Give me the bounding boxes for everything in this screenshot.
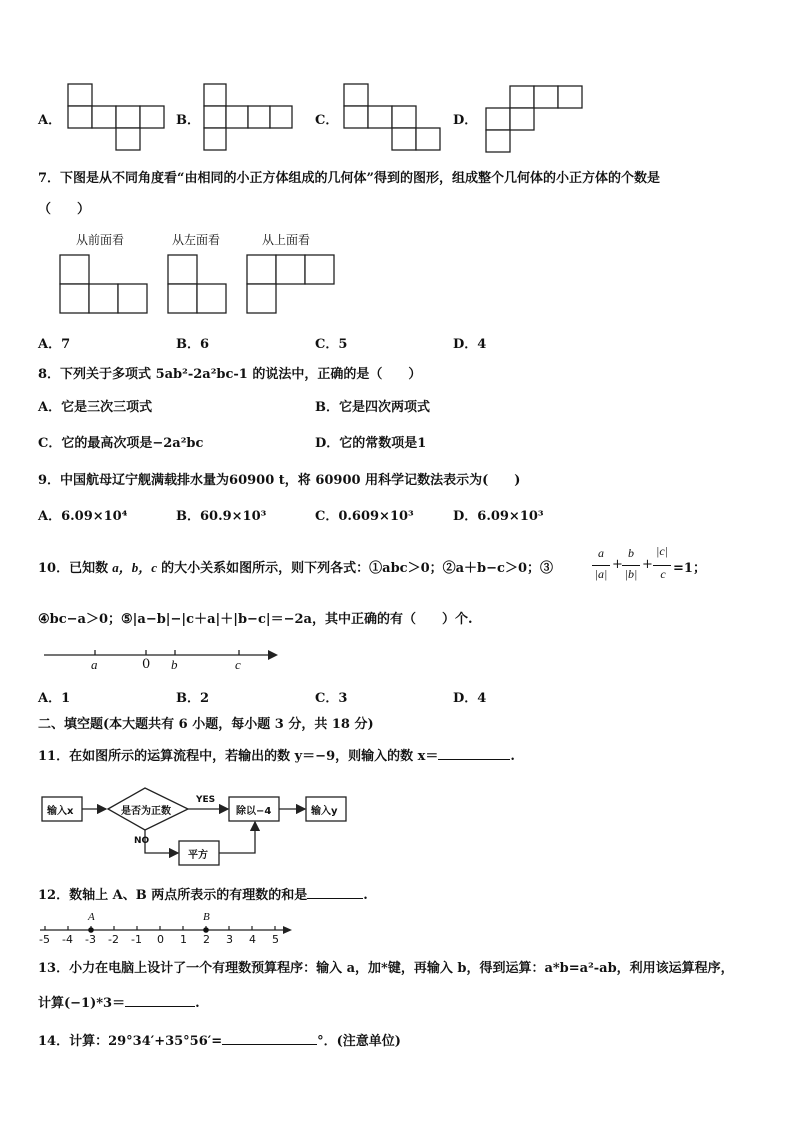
q14-stem-text: 14．计算：29°34′+35°56′=	[38, 1034, 223, 1049]
q10-axis-label-b: b	[171, 657, 178, 672]
q7-option-b: B．6	[176, 337, 210, 352]
q12-stem-text: 12．数轴上 A、B 两点所表示的有理数的和是	[38, 888, 308, 903]
q14-stem	[38, 1030, 401, 1049]
q10-frac-a-den: |a|	[594, 567, 608, 581]
q9-option-a: A．6.09×10⁴	[38, 509, 128, 524]
q11-stem	[38, 745, 515, 764]
q12-tick-label: -5	[39, 933, 50, 946]
q14-answer-blank[interactable]	[222, 1032, 317, 1045]
q13-line2-end: .	[195, 996, 200, 1011]
q10-axis-label-c: c	[235, 657, 241, 672]
q12-tick-label: 3	[226, 933, 233, 946]
q7-view-top-label: 从上面看	[262, 233, 311, 247]
q10-frac-b-bar	[622, 565, 640, 566]
q10-plus-1: +	[612, 557, 623, 572]
q10-eq1: =1；	[673, 561, 706, 576]
q11-input-box: 输入x	[47, 806, 74, 817]
q12-point-b	[203, 927, 209, 933]
q10-frac-a-num: a	[598, 546, 604, 560]
q11-square-box: 平方	[188, 850, 208, 861]
q14-stem-end: °．(注意单位)	[317, 1034, 401, 1049]
q10-frac-c-num: |c|	[656, 544, 668, 558]
q11-stem-text: 11．在如图所示的运算流程中，若输出的数 y＝−9，则输入的数 x＝	[38, 749, 439, 764]
q12-point-a-label: A	[88, 911, 95, 923]
q13-line2-text: 计算(−1)*3＝	[38, 996, 126, 1011]
q8-option-c: C．它的最高次项是−2a²bc	[38, 436, 204, 451]
q11-stem-end: .	[510, 749, 515, 764]
q11-yes-label: YES	[196, 795, 216, 805]
q9-option-c: C．0.609×10³	[315, 509, 414, 524]
q10-plus-2: +	[642, 557, 653, 572]
q8-option-b: B．它是四次两项式	[315, 400, 430, 415]
q12-point-a	[88, 927, 94, 933]
q10-option-d: D．4	[453, 691, 487, 706]
q10-stem-prefix: 10．已知数	[38, 561, 109, 576]
q10-option-b: B．2	[176, 691, 210, 706]
q10-frac-a-bar	[592, 565, 610, 566]
q12-stem-end: .	[363, 888, 368, 903]
q6-option-d-label: D．	[453, 113, 478, 128]
q12-tick-label: 0	[157, 933, 164, 946]
q9-option-d: D．6.09×10³	[453, 509, 544, 524]
q8-option-a: A．它是三次三项式	[38, 400, 153, 415]
q11-divide-box: 除以−4	[236, 806, 272, 817]
q12-tick-label: -3	[85, 933, 96, 946]
q10-frac-c-den: c	[660, 567, 666, 581]
q9-option-b: B．60.9×10³	[176, 509, 267, 524]
q12-tick-label: -2	[108, 933, 119, 946]
q10-frac-b-num: b	[628, 546, 634, 560]
q7-view-front-label: 从前面看	[76, 233, 125, 247]
q12-number-line	[0, 0, 1, 1]
q10-axis-label-0: 0	[142, 657, 151, 672]
q6-option-a-label: A．	[38, 113, 62, 128]
q10-axis-label-a: a	[91, 657, 98, 672]
q10-stem-line2: ④bc−a＞0；⑤|a−b|−|c＋a|＋|b−c|＝−2a，其中正确的有（ ）个.	[38, 612, 473, 627]
q13-line2	[38, 992, 200, 1011]
q12-tick-label: 1	[180, 933, 187, 946]
q12-tick-label: -4	[62, 933, 73, 946]
q10-option-a: A．1	[38, 691, 71, 706]
q8-option-d: D．它的常数项是1	[315, 436, 427, 451]
q11-decision-box: 是否为正数	[121, 806, 171, 817]
q8-stem: 8．下列关于多项式 5ab²-2a²bc-1 的说法中，正确的是（ ）	[38, 367, 422, 382]
q12-point-b-label: B	[203, 911, 210, 923]
q12-axis-arrow	[283, 926, 292, 934]
q12-tick-label: -1	[131, 933, 142, 946]
q10-abc: a，b，c	[112, 560, 158, 575]
q13-answer-blank[interactable]	[125, 994, 195, 1007]
q12-answer-blank[interactable]	[307, 886, 363, 899]
q10-stem-mid: 的大小关系如图所示，则下列各式：①abc＞0；②a＋b−c＞0；③	[161, 561, 553, 576]
q7-option-a: A．7	[38, 337, 71, 352]
q7-option-d: D．4	[453, 337, 487, 352]
q12-tick-label: 4	[249, 933, 256, 946]
q7-paren: （ ）	[38, 202, 91, 217]
q12-stem	[38, 884, 368, 903]
q10-stem-line1	[38, 557, 553, 576]
q10-frac-b-den: |b|	[624, 567, 638, 581]
q6-option-c-label: C．	[315, 113, 339, 128]
q7-option-c: C．5	[315, 337, 348, 352]
section-2-heading: 二、填空题(本大题共有 6 小题，每小题 3 分，共 18 分)	[38, 717, 374, 732]
q11-answer-blank[interactable]	[438, 747, 510, 760]
q11-no-label: NO	[134, 836, 150, 846]
q12-tick-label: 5	[272, 933, 279, 946]
q7-stem: 7．下图是从不同角度看“由相同的小正方体组成的几何体”得到的图形，组成整个几何体的小正方体的个数是	[38, 171, 661, 186]
q10-frac-c-bar	[653, 565, 671, 566]
q7-view-left-label: 从左面看	[172, 233, 221, 247]
q9-stem: 9．中国航母辽宁舰满载排水量为60900 t，将 60900 用科学记数法表示为( )	[38, 473, 521, 488]
q6-option-b-label: B．	[176, 113, 200, 128]
q11-output-box: 输入y	[311, 806, 338, 817]
q13-stem: 13．小力在电脑上设计了一个有理数预算程序：输入 a，加*键，再输入 b，得到运算：a*b=a²-ab，利用该运算程序，	[38, 961, 734, 976]
q10-option-c: C．3	[315, 691, 348, 706]
q12-tick-label: 2	[203, 933, 210, 946]
